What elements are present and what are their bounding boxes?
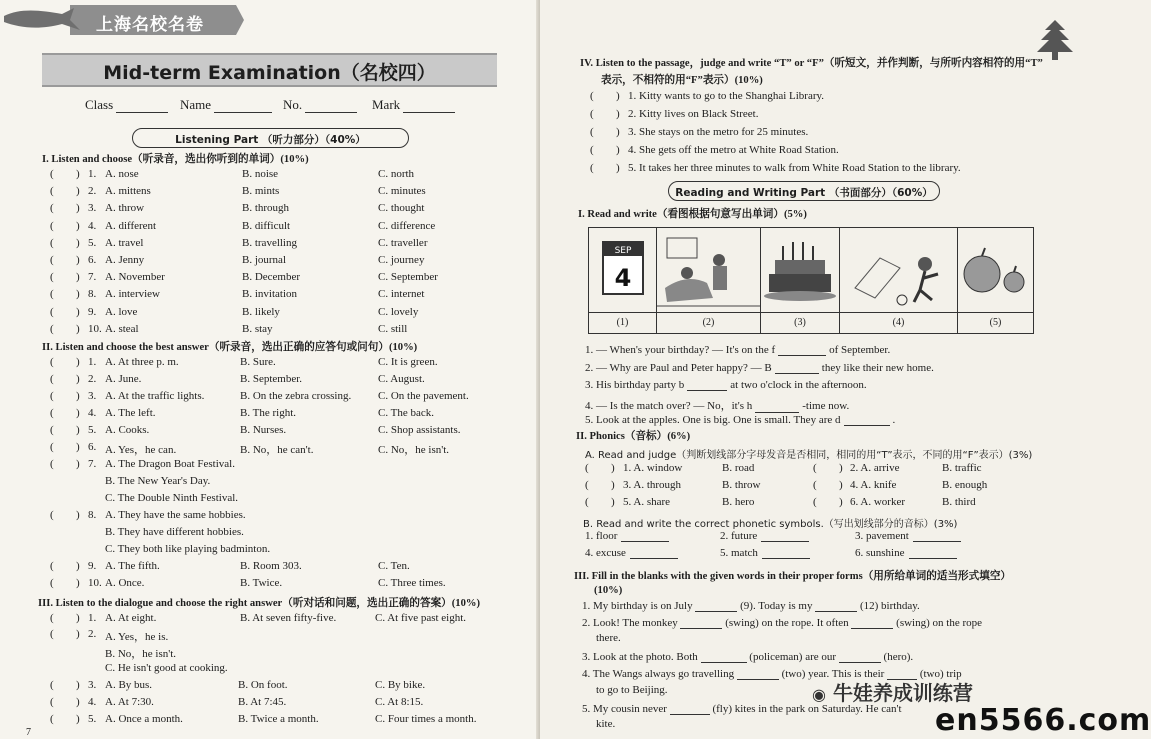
picture-strip	[588, 227, 1034, 334]
statement-text: 2. Kitty lives on Black Street.	[628, 108, 759, 120]
fill-blank-line: 4. The Wangs always go travelling (two) year. This is their (two) trip	[582, 668, 962, 680]
fill-blank-line-cont: kite.	[596, 718, 616, 730]
section-1-title: I. Listen and choose（听录音，选出你听到的单词）(10%)	[42, 154, 309, 165]
mark-field: Mark	[372, 97, 455, 113]
option-text: B. September.	[240, 373, 303, 385]
option-text: C. thought	[378, 202, 425, 215]
answer-blank[interactable]	[775, 362, 819, 374]
question-row: ( ) 5. A. Once a month. B. Twice a month. C. Four times a month.	[50, 713, 477, 725]
option-text: B. No，he isn't.	[105, 648, 177, 660]
question-row: ( ) 4. A. different B. difficult C. difference	[50, 219, 436, 232]
answer-blank[interactable]	[778, 344, 826, 356]
phonics-row: ( ) 1. A. window B. road ( ) 2. A. arrive B. traffic	[585, 462, 982, 474]
phonetic-item: 6. sunshine	[855, 547, 957, 559]
question-number: 6.	[88, 254, 97, 266]
question-number: 8.	[88, 288, 97, 301]
rw-section-2-title: II. Phonics（音标）(6%)	[576, 431, 691, 442]
question-row: ( ) 7. A. November B. December C. September	[50, 271, 438, 284]
read-write-item: 2. — Why are Paul and Peter happy? — B they like their new home.	[585, 361, 934, 374]
option-text: B. journal	[242, 254, 286, 266]
question-row: ( ) 5. A. travel B. travelling C. traveller	[50, 236, 428, 249]
question-number: 9.	[88, 305, 97, 318]
option-text: C. He isn't good at cooking.	[105, 662, 228, 674]
statement-text: 1. Kitty wants to go to the Shanghai Library.	[628, 90, 825, 102]
question-row: ( ) 4. A. At 7:30. B. At 7:45. C. At 8:15.	[50, 696, 424, 708]
calendar-month: SEP	[614, 246, 632, 256]
option-text: B. December	[242, 271, 301, 284]
fill-blank-line-cont: to go to Beijing.	[596, 684, 668, 696]
answer-blank[interactable]	[844, 414, 890, 426]
question-row: ( ) 6. A. Jenny B. journal C. journey	[50, 254, 425, 266]
option-text: B. On foot.	[238, 679, 288, 691]
question-number: 5.	[88, 424, 97, 436]
option-text: B. through	[242, 202, 290, 215]
read-write-item: 1. — When's your birthday? — It's on the f of September.	[585, 344, 891, 356]
option-text: C. minutes	[378, 185, 426, 198]
option-text: C. By bike.	[375, 679, 426, 691]
picture-label: (1)	[589, 312, 657, 334]
birthday-cake-picture	[761, 228, 840, 312]
phonetic-item: 2. future	[720, 530, 809, 542]
option-text: B. The New Year's Day.	[105, 475, 211, 487]
phonics-b-title: B. Read and write the correct phonetic symbols.（写出划线部分的音标）(3%)	[583, 519, 958, 530]
football-match-picture	[840, 228, 958, 312]
question-row: ( ) 3. A. At the traffic lights. B. On the zebra crossing. C. On the pavement.	[50, 390, 469, 402]
exam-title-bar	[42, 53, 497, 87]
option-text: B. invitation	[242, 288, 297, 301]
question-row: ( ) 9. A. love B. likely C. lovely	[50, 305, 419, 318]
question-number: 2.	[88, 373, 97, 385]
section-4-title-cont: 表示，不相符的用“F”表示）(10%)	[601, 75, 763, 86]
option-text: C. Four times a month.	[375, 713, 477, 725]
question-row: ( ) 1. A. At eight. B. At seven fifty-five. C. At five past eight.	[50, 612, 467, 624]
question-number: 4.	[88, 696, 97, 708]
question-row: ( ) 2. A. Yes，he is.	[50, 628, 169, 643]
number-field: No.	[283, 97, 357, 113]
option-text: A. throw	[105, 202, 145, 215]
option-text: C. internet	[378, 288, 425, 301]
option-text: B. They have different hobbies.	[105, 526, 244, 538]
option-text: B. Sure.	[240, 356, 276, 368]
option-text: A. travel	[105, 236, 144, 249]
question-row: ( ) 2. A. mittens B. mints C. minutes	[50, 185, 426, 198]
option-text: B. likely	[242, 305, 280, 318]
option-text: C. No，he isn't.	[378, 444, 450, 456]
wechat-watermark: ◉ 牛娃养成训练营	[812, 681, 973, 705]
option-text: C. August.	[378, 373, 425, 385]
picture-label: (3)	[761, 312, 840, 334]
phonics-row: ( ) 3. A. through B. throw ( ) 4. A. knife B. enough	[585, 479, 988, 491]
question-row: ( ) 10. A. steal B. stay C. still	[50, 322, 408, 335]
read-write-item: 5. Look at the apples. One is big. One is small. They are d .	[585, 414, 896, 426]
question-number: 3.	[88, 679, 97, 691]
option-text: A. Yes，he can.	[105, 444, 177, 456]
option-text: C. At 8:15.	[375, 696, 424, 708]
question-row: ( ) 3. A. By bus. B. On foot. C. By bike.	[50, 679, 426, 691]
question-number: 3.	[88, 202, 97, 215]
question-number: 10.	[88, 322, 102, 335]
fill-blank-line: 1. My birthday is on July (9). Today is my (12) birthday.	[582, 600, 920, 612]
judge-row: ( ) 2. Kitty lives on Black Street.	[590, 108, 759, 120]
question-number: 6.	[88, 441, 97, 453]
question-row: ( ) 10. A. Once. B. Twice. C. Three times.	[50, 577, 446, 589]
option-text: A. The fifth.	[105, 560, 160, 572]
option-text: C. The Double Ninth Festival.	[105, 492, 239, 504]
question-number: 4.	[88, 407, 97, 419]
option-text: A. Once a month.	[105, 713, 183, 725]
option-text: A. By bus.	[105, 679, 153, 691]
question-number: 9.	[88, 560, 97, 572]
fill-blank-line: 5. My cousin never (fly) kites in the park on Saturday. He can't	[582, 703, 902, 715]
question-row: ( ) 6. A. Yes，he can. B. No，he can't. C. No，he isn't.	[50, 441, 450, 456]
page-number: 7	[26, 727, 31, 738]
picture-label: (4)	[840, 312, 958, 334]
question-number: 7.	[88, 271, 97, 284]
question-row: ( ) 1. A. At three p. m. B. Sure. C. It is green.	[50, 356, 438, 368]
option-text: B. Nurses.	[240, 424, 287, 436]
answer-blank[interactable]	[909, 547, 957, 559]
option-text: C. They both like playing badminton.	[105, 543, 271, 555]
option-text: B. At 7:45.	[238, 696, 287, 708]
calendar-picture	[589, 228, 657, 312]
option-text: C. difference	[378, 219, 436, 232]
option-text: A. Cooks.	[105, 424, 150, 436]
question-number: 2.	[88, 185, 97, 198]
question-number: 3.	[88, 390, 97, 402]
question-row: ( ) 2. A. June. B. September. C. August.	[50, 373, 425, 385]
option-text: A. Jenny	[105, 254, 145, 266]
option-text: A. At the traffic lights.	[105, 390, 205, 402]
question-row: ( ) 8. A. They have the same hobbies.	[50, 509, 246, 521]
phonetic-item: 5. match	[720, 547, 810, 559]
question-row: ( ) 8. A. interview B. invitation C. internet	[50, 288, 425, 301]
name-field: Name	[180, 97, 272, 113]
option-text: A. Once.	[105, 577, 145, 589]
listening-part-heading: Listening Part （听力部分）（40%）	[132, 128, 409, 148]
series-title: 上海名校名卷	[96, 15, 204, 35]
class-field: Class	[85, 97, 168, 113]
option-text: C. September	[378, 271, 438, 284]
question-number: 5.	[88, 236, 97, 249]
question-row: ( ) 9. A. The fifth. B. Room 303. C. Ten.	[50, 560, 410, 572]
option-text: C. The back.	[378, 407, 435, 419]
section-2-title: II. Listen and choose the best answer（听录音，选出正确的应答句或问句）(10%)	[42, 342, 418, 353]
fill-blank-line: 2. Look! The monkey (swing) on the rope. It often (swing) on the rope	[582, 617, 982, 629]
option-text: A. At 7:30.	[105, 696, 154, 708]
question-row: ( ) 4. A. The left. B. The right. C. The back.	[50, 407, 435, 419]
option-text: B. No，he can't.	[240, 444, 314, 456]
option-text: B. Twice.	[240, 577, 283, 589]
option-text: A. nose	[105, 168, 139, 180]
option-text: B. mints	[242, 185, 280, 198]
option-text: C. On the pavement.	[378, 390, 469, 402]
option-text: C. journey	[378, 254, 425, 266]
exam-title: Mid-term Examination（名校四）	[103, 62, 436, 84]
answer-blank[interactable]	[761, 530, 809, 542]
option-text: B. Room 303.	[240, 560, 302, 572]
option-text: A. interview	[105, 288, 160, 301]
answer-blank[interactable]	[621, 530, 669, 542]
question-row: ( ) 3. A. throw B. through C. thought	[50, 202, 425, 215]
section-3-title: III. Listen to the dialogue and choose the right answer（听对话和问题，选出正确的答案）(10%)	[38, 598, 480, 609]
option-text: A. mittens	[105, 185, 151, 198]
statement-text: 4. She gets off the metro at White Road Station.	[628, 144, 839, 156]
judge-row: ( ) 3. She stays on the metro for 25 minutes.	[590, 126, 809, 138]
option-text: A. love	[105, 305, 138, 318]
option-text: A. different	[105, 219, 157, 232]
rw-section-3-title-cont: (10%)	[594, 585, 623, 596]
answer-blank[interactable]	[687, 379, 727, 391]
phonics-row: ( ) 5. A. share B. hero ( ) 6. A. worker B. third	[585, 496, 976, 508]
option-text: C. Shop assistants.	[378, 424, 461, 436]
judge-row: ( ) 4. She gets off the metro at White Road Station.	[590, 144, 839, 156]
read-write-item: 3. His birthday party b at two o'clock in the afternoon.	[585, 379, 867, 391]
answer-blank[interactable]	[913, 530, 961, 542]
option-text: B. The right.	[240, 407, 297, 419]
picture-label: (2)	[657, 312, 761, 334]
option-text: A. The left.	[105, 407, 156, 419]
option-text: B. noise	[242, 168, 279, 180]
reading-writing-part-heading: Reading and Writing Part （书面部分）（60%）	[668, 181, 940, 201]
judge-row: ( ) 5. It takes her three minutes to walk from White Road Station to the library.	[590, 162, 961, 174]
picture-label: (5)	[958, 312, 1033, 334]
section-4-title: IV. Listen to the passage，judge and write “T” or “F”（听短文，并作判断，与所听内容相符的用“T”	[580, 58, 1043, 69]
question-number: 5.	[88, 713, 97, 725]
option-text: A. June.	[105, 373, 142, 385]
new-home-picture	[657, 228, 761, 312]
option-text: C. north	[378, 168, 415, 180]
option-text: B. difficult	[242, 219, 291, 232]
question-number: 4.	[88, 219, 97, 232]
question-row: ( ) 5. A. Cooks. B. Nurses. C. Shop assistants.	[50, 424, 461, 436]
fill-blank-line-cont: there.	[596, 632, 621, 644]
site-watermark: en5566.com	[935, 703, 1151, 738]
option-text: C. lovely	[378, 305, 419, 318]
option-text: B. stay	[242, 322, 273, 335]
rw-section-1-title: I. Read and write（看图根据句意写出单词）(5%)	[578, 209, 807, 220]
option-text: A. November	[105, 271, 165, 284]
phonetic-item: 4. excuse	[585, 547, 678, 559]
left-page	[0, 0, 540, 739]
statement-text: 5. It takes her three minutes to walk from White Road Station to the library.	[628, 162, 961, 174]
read-write-item: 4. — Is the match over? — No，it's h -time now.	[585, 399, 850, 412]
judge-row: ( ) 1. Kitty wants to go to the Shanghai Library.	[590, 90, 825, 102]
option-text: B. Twice a month.	[238, 713, 319, 725]
option-text: B. travelling	[242, 236, 297, 249]
option-text: A. steal	[105, 322, 139, 335]
question-number: 1.	[88, 168, 97, 180]
option-text: C. traveller	[378, 236, 428, 249]
option-text: C. Three times.	[378, 577, 446, 589]
wechat-icon: ◉	[812, 685, 826, 704]
phonics-a-title: A. Read and judge（判断划线部分字母发音是否相同，相同的用“T”表示，不同的用“F”表示）(3%)	[585, 450, 1033, 461]
answer-blank[interactable]	[755, 401, 799, 413]
option-text: C. Ten.	[378, 560, 410, 572]
answer-blank[interactable]	[762, 547, 810, 559]
statement-text: 3. She stays on the metro for 25 minutes.	[628, 126, 809, 138]
question-number: 1.	[88, 356, 97, 368]
answer-blank[interactable]	[630, 547, 678, 559]
apples-picture	[958, 228, 1034, 312]
option-text: C. still	[378, 322, 408, 335]
question-row: ( ) 7. A. The Dragon Boat Festival.	[50, 458, 235, 470]
rw-section-3-title: III. Fill in the blanks with the given words in their proper forms（用所给单词的适当形式填空）	[574, 571, 1012, 582]
phonetic-item: 1. floor	[585, 530, 669, 542]
option-text: B. On the zebra crossing.	[240, 390, 352, 402]
calendar-day: 4	[614, 264, 632, 292]
option-text: C. It is green.	[378, 356, 438, 368]
option-text: A. At three p. m.	[105, 356, 179, 368]
phonetic-item: 3. pavement	[855, 530, 961, 542]
question-row: ( ) 1. A. nose B. noise C. north	[50, 168, 415, 180]
question-number: 10.	[88, 577, 102, 589]
fill-blank-line: 3. Look at the photo. Both (policeman) are our (hero).	[582, 651, 914, 663]
